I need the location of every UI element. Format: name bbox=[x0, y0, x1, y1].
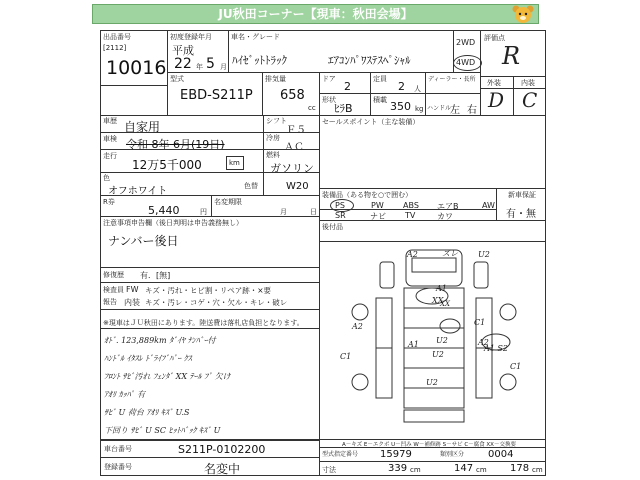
equip-row-divider bbox=[320, 209, 496, 210]
handwritten-line: 下回り ｻﾋﾞ U SC ﾋｯﾄﾊﾞｯｸ ｷｽﾞ U bbox=[104, 426, 221, 435]
notes-value: ナンバー後日 bbox=[108, 234, 179, 248]
tax-label: 名変期限 bbox=[214, 198, 242, 206]
registration-label: 初度登録年月 bbox=[170, 33, 212, 41]
damage-mark: C1 bbox=[510, 362, 522, 371]
length-unit: cm bbox=[410, 466, 421, 474]
load-value: 350 bbox=[390, 100, 411, 113]
damage-mark: A2 bbox=[478, 338, 489, 347]
registration-year: 22 bbox=[174, 56, 192, 72]
damage-mark: A2 bbox=[407, 250, 418, 259]
tax-day: 日 bbox=[310, 208, 317, 216]
color-label: 色 bbox=[103, 174, 110, 182]
registration-era: 平成 bbox=[172, 44, 194, 57]
inspection-label: 車検 bbox=[103, 135, 117, 143]
usage-value: 自家用 bbox=[124, 120, 161, 134]
dealer-label: ディーラー・長所 bbox=[428, 76, 476, 83]
rating-value: R bbox=[502, 42, 521, 70]
banner-title: JU秋田コーナー【現車：秋田会場】 bbox=[218, 7, 413, 21]
type-no-value: 15979 bbox=[380, 449, 412, 460]
size-label: 寸法 bbox=[322, 466, 336, 474]
inspector-label-1: 検査員 bbox=[103, 286, 124, 294]
handle-left: 左 bbox=[450, 105, 460, 116]
warranty-value: 有・無 bbox=[506, 209, 536, 220]
header-banner bbox=[92, 4, 539, 24]
truck-condition-diagram bbox=[320, 242, 545, 436]
handle-label: ハンドル bbox=[427, 105, 452, 112]
inspector-row1-label: FW bbox=[126, 285, 139, 294]
extra-equipment-label: 後付品 bbox=[322, 223, 343, 231]
size-divider bbox=[319, 461, 546, 462]
car-grade: ｴｱｺﾝﾊﾟﾜｽﾃｽﾍﾟｼｬﾙ bbox=[328, 54, 411, 67]
load-unit: kg bbox=[415, 105, 424, 113]
capacity-label: 定員 bbox=[373, 75, 387, 83]
registration-month: 5 bbox=[206, 56, 215, 72]
equip-leather: カワ bbox=[437, 212, 453, 221]
class-no-label: 類別区分 bbox=[440, 451, 465, 458]
handwritten-line: ｵﾄﾞ. 123,889km ﾀﾞｲﾔ ﾅﾝﾊﾞｰ付 bbox=[104, 336, 216, 345]
model-label: 型式 bbox=[170, 75, 184, 83]
tax-month: 月 bbox=[280, 208, 287, 216]
damage-mark: U2 bbox=[478, 250, 490, 259]
plate-label: 登録番号 bbox=[104, 463, 132, 471]
equip-warranty-split bbox=[496, 188, 497, 221]
lot-sub: [2112] bbox=[103, 44, 127, 52]
equip-tv: TV bbox=[405, 211, 416, 220]
capacity-unit: 人 bbox=[414, 85, 421, 93]
inspector-row2: キズ・汚レ・コゲ・穴・欠ル・キレ・破レ bbox=[145, 298, 288, 307]
shape-label: 形状 bbox=[322, 96, 336, 104]
shift-value: Ｆ５ bbox=[286, 125, 306, 136]
capacity-value: 2 bbox=[398, 80, 405, 93]
repair-box bbox=[100, 267, 320, 283]
handwritten-line: ｱｵﾘ ｶｯﾊﾟ 有 bbox=[104, 390, 146, 399]
notes-label: 注意事項申告欄（後日判明は申告義務無し） bbox=[103, 219, 243, 227]
damage-mark: C1 bbox=[340, 352, 352, 361]
recycle-unit: 円 bbox=[200, 208, 207, 216]
chassis-value: S211P-0102200 bbox=[178, 443, 266, 456]
bear-mascot-icon bbox=[510, 4, 536, 24]
equipment-label: 装備品（ある物を○で囲む） bbox=[322, 191, 413, 199]
length-value: 339 bbox=[388, 463, 408, 474]
color-no-value: W20 bbox=[286, 181, 309, 192]
equip-aw: AW bbox=[482, 201, 495, 210]
engine-unit: cc bbox=[308, 104, 316, 112]
width-value: 147 bbox=[454, 463, 474, 474]
fuel-label: 燃料 bbox=[266, 151, 280, 159]
recycle-value: 5,440 bbox=[148, 204, 180, 217]
name-label: 車名・グレード bbox=[231, 33, 280, 41]
repair-label: 修復歴 bbox=[103, 271, 124, 279]
doors-label: ドア bbox=[322, 75, 336, 83]
disclaimer: ※現車はＪＵ秋田にあります。陸送費は落札店負担となります。 bbox=[103, 319, 304, 327]
damage-mark: C1 bbox=[474, 318, 486, 327]
inspector-label-2: 報告 bbox=[103, 298, 117, 306]
engine-label: 排気量 bbox=[265, 75, 286, 83]
recycle-label: R券 bbox=[103, 198, 115, 206]
drive-2wd: 2WD bbox=[456, 38, 476, 47]
interior-grade: C bbox=[522, 88, 538, 112]
height-value: 178 bbox=[510, 463, 530, 474]
height-unit: cm bbox=[532, 466, 543, 474]
color-value: オフホワイト bbox=[108, 186, 168, 197]
inspection-value: 令和 8年 6月(19日) bbox=[126, 138, 225, 151]
damage-mark: XX bbox=[432, 296, 444, 305]
type-no-label: 型式指定番号 bbox=[322, 451, 359, 458]
rating-label: 評価点 bbox=[484, 34, 505, 42]
doors-value: 2 bbox=[344, 80, 351, 93]
inspector-row2-label: 内装 bbox=[124, 298, 140, 307]
damage-mark: U2 bbox=[432, 350, 444, 359]
plate-value: 名変中 bbox=[204, 462, 241, 476]
mileage-label: 走行 bbox=[103, 152, 117, 160]
repair-value: 有．[無] bbox=[140, 271, 171, 280]
handwritten-line: ﾊﾝﾄﾞﾙ ｲﾀｽﾚ ﾄﾞﾗｲﾌﾞﾊﾟｰ ｸｽ bbox=[104, 354, 192, 363]
lot-number: 10016 bbox=[106, 57, 167, 79]
damage-mark: U2 bbox=[426, 378, 438, 387]
equip-pw: PW bbox=[371, 201, 384, 210]
drive-4wd: 4WD bbox=[456, 58, 476, 67]
load-label: 積載 bbox=[373, 96, 387, 104]
handwritten-line: ﾌﾛﾝﾄ ｻﾋﾞ汚れ ﾌｪﾝﾀﾞ XX ﾃｰﾙ ﾌﾟ 欠け bbox=[104, 372, 231, 381]
handwritten-line: ｻﾋﾞ U 荷台 ｱｵﾘ ｷｽﾞ U.S bbox=[104, 408, 190, 417]
mileage-unit: km bbox=[229, 159, 240, 167]
registration-year-unit: 年 bbox=[196, 63, 203, 71]
equip-airbag: エアB bbox=[437, 202, 459, 211]
car-name: ﾊｲｾﾞｯﾄﾄﾗｯｸ bbox=[232, 54, 287, 67]
shift-label: シフト bbox=[266, 117, 287, 125]
color-no-label: 色替 bbox=[244, 182, 258, 190]
chassis-label: 車台番号 bbox=[104, 445, 132, 453]
usage-label: 車歴 bbox=[103, 117, 117, 125]
damage-mark: A1 bbox=[436, 284, 447, 293]
equip-ps: PS bbox=[335, 201, 345, 210]
extra-equipment-box bbox=[319, 220, 546, 242]
interior-label: 内装 bbox=[521, 79, 535, 87]
shape-value: ﾋﾗB bbox=[334, 102, 353, 115]
sales-point-label: セールスポイント（主な装備） bbox=[322, 118, 420, 126]
damage-mark: ズレ bbox=[442, 249, 458, 258]
inspector-row1: キズ・汚れ・ヒビ割・リペア跡・×要 bbox=[145, 286, 271, 295]
damage-mark: U2 bbox=[436, 336, 448, 345]
damage-mark: A2 bbox=[352, 322, 363, 331]
damage-mark: A1 bbox=[408, 340, 419, 349]
equip-sr: SR bbox=[335, 211, 346, 220]
aircon-label: 冷房 bbox=[266, 134, 280, 142]
handle-right: 右 bbox=[467, 105, 477, 116]
equip-navi: ナビ bbox=[370, 212, 386, 221]
rating-split bbox=[513, 76, 514, 116]
equip-abs: ABS bbox=[403, 201, 419, 210]
exterior-grade: D bbox=[488, 88, 505, 112]
class-no-value: 0004 bbox=[488, 449, 514, 460]
engine-value: 658 bbox=[280, 88, 305, 103]
damage-mark: XX bbox=[440, 300, 450, 308]
exterior-label: 外装 bbox=[487, 79, 501, 87]
model-value: EBD-S211P bbox=[180, 88, 253, 103]
drive-4wd-circle bbox=[453, 55, 482, 71]
width-unit: cm bbox=[476, 466, 487, 474]
registration-month-unit: 月 bbox=[220, 63, 227, 71]
fuel-value: ガソリン bbox=[270, 162, 314, 175]
mileage-value: 12万5千000 bbox=[132, 158, 202, 172]
damage-legend: A－キズ E－エクボ U－凹み W－補修跡 S－サビ C－腐食 XX－交換要 bbox=[342, 442, 516, 448]
lot-label: 出品番号 bbox=[103, 33, 131, 41]
damage-mark: A1 S2 bbox=[484, 344, 508, 353]
warranty-label: 新車保証 bbox=[508, 191, 536, 199]
aircon-value: ＡＣ bbox=[284, 142, 304, 153]
